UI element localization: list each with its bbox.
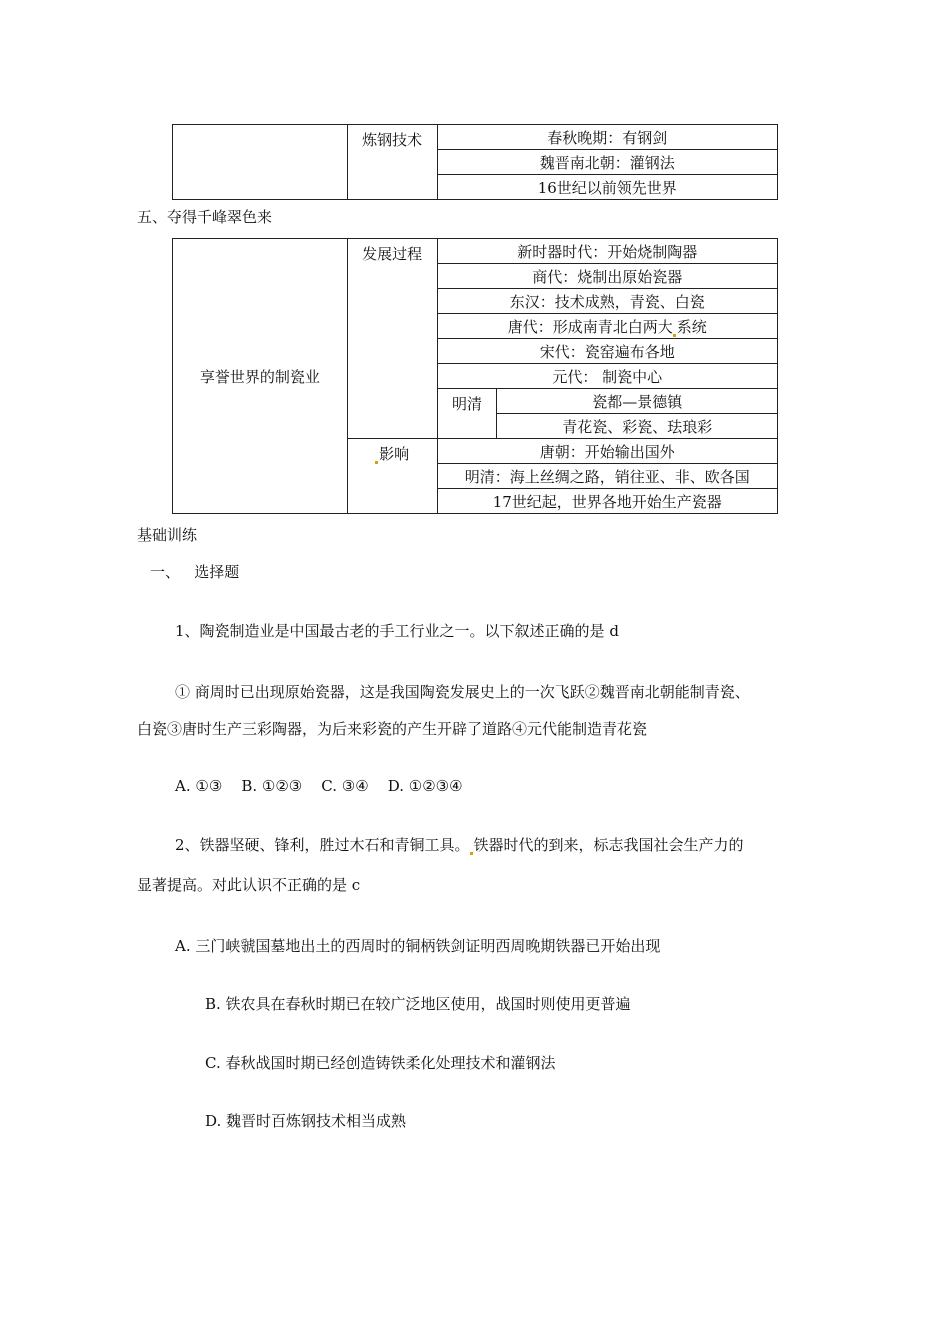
question2-option-d: D. 魏晋时百炼钢技术相当成熟 [205,1112,407,1130]
dev-row: 元代： 制瓷中心 [437,364,777,389]
mingqing-row: 瓷都—景德镇 [497,389,778,414]
table1-blank-cell [173,125,348,200]
question1-text: ① 商周时已出现原始瓷器，这是我国陶瓷发展史上的一次飞跃②魏晋南北朝能制青瓷、 [175,683,750,701]
question2-stem: 显著提高。对此认识不正确的是 c [137,876,361,894]
mingqing-row: 青花瓷、彩瓷、珐琅彩 [497,414,778,439]
impact-row: 17世纪起，世界各地开始生产瓷器 [437,489,777,514]
porcelain-table [172,238,778,514]
table1-row: 16世纪以前领先世界 [437,175,777,200]
dev-row: 宋代：瓷窑遍布各地 [437,339,777,364]
question1-options: A. ①③ B. ①②③ C. ③④ D. ①②③④ [175,777,463,795]
question2-option-a: A. 三门峡虢国墓地出土的西周时的铜柄铁剑证明西周晚期铁器已开始出现 [175,937,661,955]
table1-category-cell: 炼钢技术 [347,125,437,200]
porcelain-industry-cell: 享誉世界的制瓷业 [173,239,348,514]
impact-row: 唐朝：开始输出国外 [437,439,777,464]
question1-stem: 1、陶瓷制造业是中国最古老的手工行业之一。以下叙述正确的是 d [175,622,619,640]
mingqing-label: 明清 [437,389,497,439]
question2-option-c: C. 春秋战国时期已经创造铸铁柔化处理技术和灌钢法 [205,1054,556,1072]
table1-row: 魏晋南北朝：灌钢法 [437,150,777,175]
impact-label: 影响 [347,439,437,514]
steelmaking-table [172,124,778,200]
section1-heading: 一、 选择题 [150,563,240,581]
dev-row: 唐代：形成南青北白两大 系统 [437,314,777,339]
question2-option-b: B. 铁农具在春秋时期已在较广泛地区使用，战国时则使用更普遍 [205,995,631,1013]
development-label: 发展过程 [347,239,437,439]
impact-row: 明清：海上丝绸之路，销往亚、非、欧各国 [437,464,777,489]
question2-stem: 2、铁器坚硬、锋利，胜过木石和青铜工具。 铁器时代的到来，标志我国社会生产力的 [175,836,744,854]
dev-row: 商代：烧制出原始瓷器 [437,264,777,289]
training-heading: 基础训练 [137,526,198,544]
dev-row: 新时器时代：开始烧制陶器 [437,239,777,264]
dev-row: 东汉：技术成熟，青瓷、白瓷 [437,289,777,314]
question1-text: 白瓷③唐时生产三彩陶器，为后来彩瓷的产生开辟了道路④元代能制造青花瓷 [137,720,648,738]
table1-row: 春秋晚期：有钢剑 [437,125,777,150]
section5-heading: 五、夺得千峰翠色来 [137,208,273,226]
